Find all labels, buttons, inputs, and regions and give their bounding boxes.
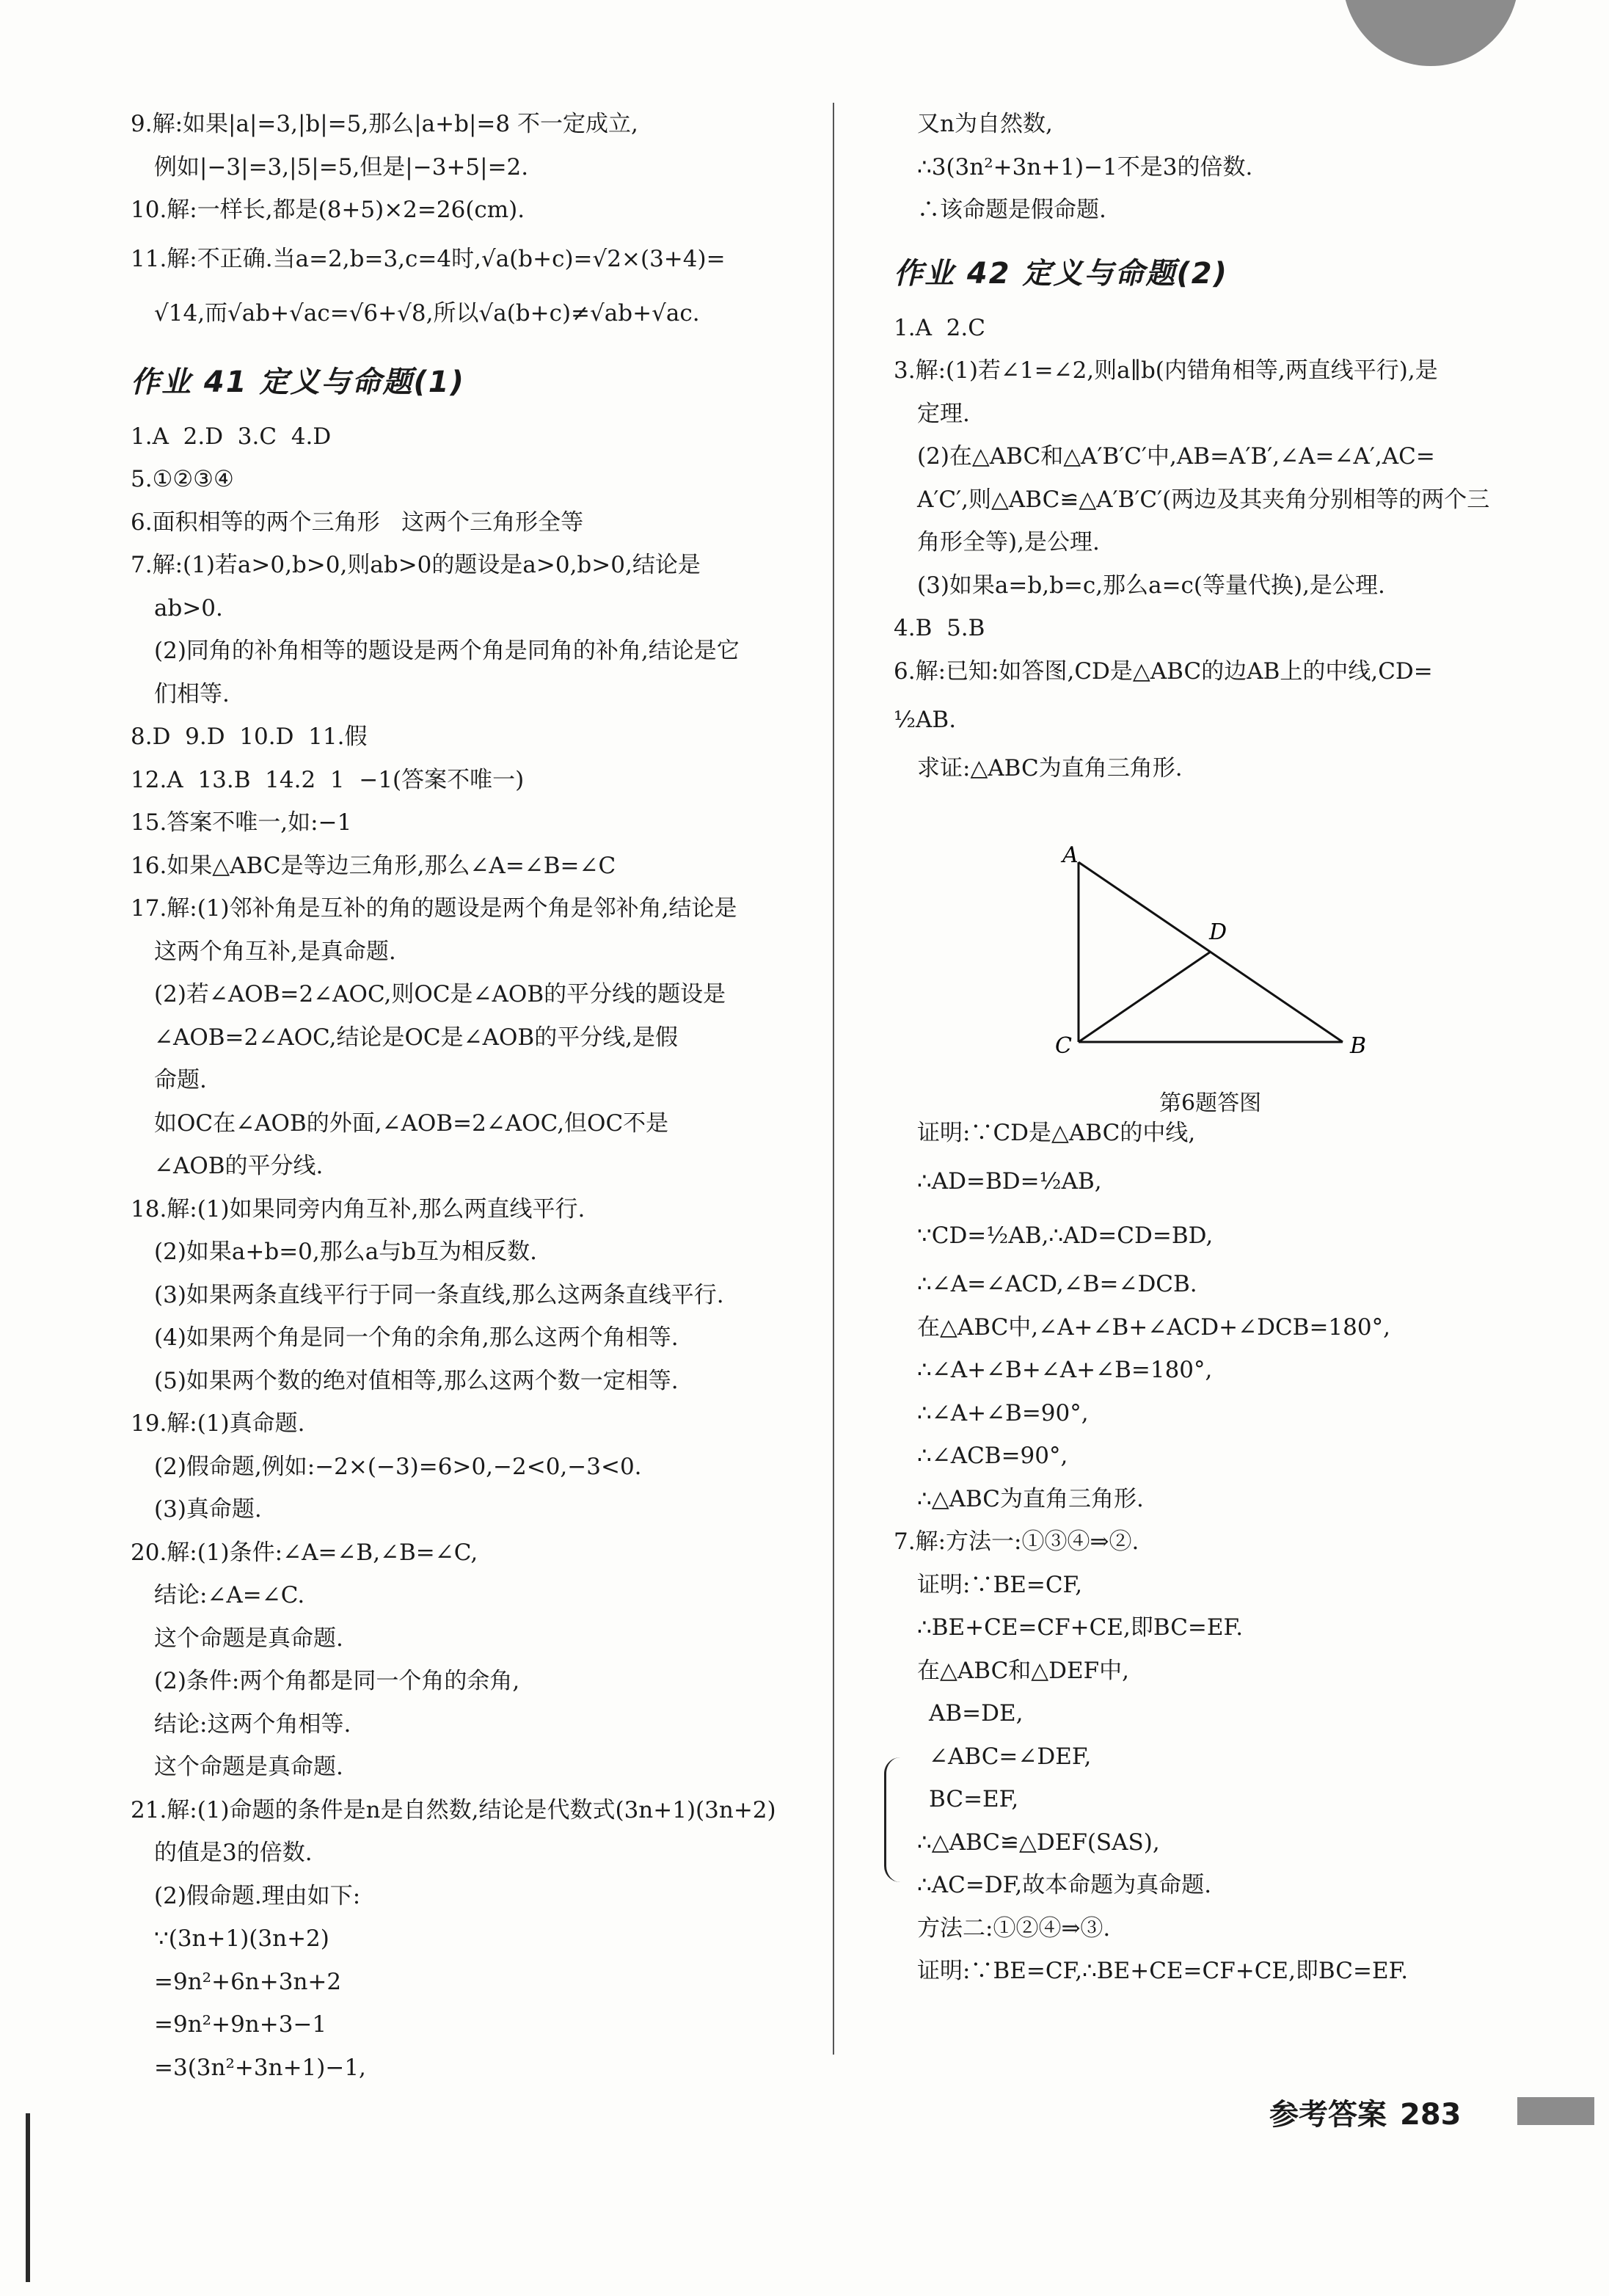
label-c: C (1055, 1033, 1072, 1059)
answer-line: (2)假命题,例如:−2×(−3)=6>0,−2<0,−3<0. (154, 1453, 642, 1480)
binding-edge (26, 2113, 30, 2282)
page-footer (1269, 2091, 1462, 2133)
answer-line: ∴△ABC为直角三角形. (917, 1485, 1144, 1512)
answer-line: (3)如果a=b,b=c,那么a=c(等量代换),是公理. (917, 572, 1385, 599)
page-number: 283 (1400, 2098, 1462, 2132)
answer-line: 5.①②③④ (131, 466, 234, 492)
label-b: B (1350, 1033, 1367, 1059)
answer-line: (3)如果两条直线平行于同一条直线,那么这两条直线平行. (154, 1281, 724, 1308)
column-divider (833, 103, 834, 2055)
label-d: D (1209, 919, 1227, 945)
answer-line: (2)同角的补角相等的题设是两个角是同角的补角,结论是它 (154, 638, 740, 664)
answer-line: √14,而√ab+√ac=√6+√8,所以√a(b+c)≠√ab+√ac. (154, 299, 700, 327)
answer-line: ∠AOB=2∠AOC,结论是OC是∠AOB的平分线,是假 (154, 1024, 679, 1051)
answer-line: (2)在△ABC和△A′B′C′中,AB=A′B′,∠A=∠A′,AC= (917, 443, 1435, 470)
answer-line: 在△ABC和△DEF中, (917, 1657, 1129, 1684)
answer-line: (2)如果a+b=0,那么a与b互为相反数. (154, 1239, 537, 1265)
answer-line: 例如|−3|=3,|5|=5,但是|−3+5|=2. (154, 153, 529, 181)
answer-line: 12.A 13.B 14.2 1 −1(答案不唯一) (131, 766, 525, 793)
answer-line: 在△ABC中,∠A+∠B+∠ACD+∠DCB=180°, (917, 1313, 1390, 1341)
answer-line: 这两个角互补,是真命题. (154, 938, 396, 965)
answer-line: 11.解:不正确.当a=2,b=3,c=4时,√a(b+c)=√2×(3+4)= (131, 245, 726, 272)
answer-line: 6.面积相等的两个三角形 这两个三角形全等 (131, 509, 584, 536)
answer-line: 7.解:(1)若a>0,b>0,则ab>0的题设是a>0,b>0,结论是 (131, 552, 701, 578)
answer-line: 7.解:方法一:①③④⇒②. (894, 1528, 1139, 1555)
answer-line: 10.解:一样长,都是(8+5)×2=26(cm). (131, 197, 525, 223)
answer-line: 9.解:如果|a|=3,|b|=5,那么|a+b|=8 不一定成立, (131, 111, 638, 137)
answer-line: ∴∠ACB=90°, (917, 1443, 1068, 1469)
answer-line: 方法二:①②④⇒③. (917, 1914, 1111, 1942)
answer-line: (2)条件:两个角都是同一个角的余角, (154, 1668, 520, 1694)
answer-line: 们相等. (154, 680, 230, 707)
answer-line: 求证:△ABC为直角三角形. (917, 755, 1183, 781)
answer-line: ∠ABC=∠DEF, (929, 1743, 1092, 1770)
answer-line: 又n为自然数, (917, 111, 1053, 137)
answer-line: ∴△ABC≌△DEF(SAS), (917, 1829, 1160, 1856)
answer-line: 角形全等),是公理. (917, 529, 1100, 555)
answer-line: 证明:∵BE=CF, (917, 1571, 1083, 1598)
triangle-figure (1042, 844, 1379, 1086)
section-heading-41: 作业 41 定义与命题(1) (131, 365, 465, 399)
answer-line: 结论:这两个角相等. (154, 1710, 351, 1738)
answer-line: (3)真命题. (154, 1496, 262, 1523)
answer-line: =9n²+9n+3−1 (154, 2011, 327, 2038)
answer-line: 8.D 9.D 10.D 11.假 (131, 724, 368, 750)
answer-line: ∴该命题是假命题. (917, 197, 1106, 223)
answer-line: 21.解:(1)命题的条件是n是自然数,结论是代数式(3n+1)(3n+2) (131, 1796, 776, 1823)
answer-line: 3.解:(1)若∠1=∠2,则a∥b(内错角相等,两直线平行),是 (894, 357, 1438, 384)
answer-line: 16.如果△ABC是等边三角形,那么∠A=∠B=∠C (131, 852, 616, 879)
answer-line: (4)如果两个角是同一个角的余角,那么这两个角相等. (154, 1324, 679, 1351)
label-a: A (1062, 844, 1079, 868)
answer-line: 的值是3的倍数. (154, 1840, 313, 1866)
answer-line: (5)如果两个数的绝对值相等,那么这两个数一定相等. (154, 1367, 679, 1394)
answer-line: ∴∠A+∠B=90°, (917, 1399, 1089, 1426)
answer-line: 4.B 5.B (894, 615, 985, 641)
figure-caption: 第6题答图 (1159, 1090, 1262, 1116)
answer-line: 18.解:(1)如果同旁内角互补,那么两直线平行. (131, 1195, 585, 1222)
answer-line: 如OC在∠AOB的外面,∠AOB=2∠AOC,但OC不是 (154, 1109, 669, 1137)
answer-line: (2)若∠AOB=2∠AOC,则OC是∠AOB的平分线的题设是 (154, 981, 726, 1007)
answer-line: 1.A 2.D 3.C 4.D (131, 423, 332, 450)
answer-line: ∵(3n+1)(3n+2) (154, 1925, 329, 1952)
answer-line: 证明:∵CD是△ABC的中线, (917, 1119, 1196, 1146)
answer-line: ab>0. (154, 594, 223, 622)
answer-line: ∴∠A+∠B+∠A+∠B=180°, (917, 1357, 1213, 1383)
answer-line: 15.答案不唯一,如:−1 (131, 809, 352, 836)
answer-line: 定理. (917, 400, 970, 427)
corner-decoration (1343, 0, 1519, 66)
answer-line: =3(3n²+3n+1)−1, (154, 2054, 366, 2081)
answer-line: =9n²+6n+3n+2 (154, 1968, 342, 1995)
answer-line: 这个命题是真命题. (154, 1754, 343, 1780)
answer-line: 19.解:(1)真命题. (131, 1410, 305, 1437)
left-column (131, 103, 813, 2089)
answer-line: ½AB. (894, 707, 957, 733)
footer-bar (1517, 2097, 1594, 2125)
answer-line: AB=DE, (929, 1700, 1024, 1727)
brace (884, 1757, 905, 1882)
answer-line: ∴3(3n²+3n+1)−1不是3的倍数. (917, 153, 1253, 181)
answer-line: ∴AD=BD=½AB, (917, 1168, 1102, 1195)
footer-label: 参考答案 (1269, 2098, 1387, 2132)
median-cd (1079, 952, 1211, 1042)
answer-line: ∴AC=DF,故本命题为真命题. (917, 1872, 1212, 1898)
answer-line: ∴BE+CE=CF+CE,即BC=EF. (917, 1614, 1244, 1641)
answer-line: 17.解:(1)邻补角是互补的角的题设是两个角是邻补角,结论是 (131, 895, 737, 922)
answer-line: 20.解:(1)条件:∠A=∠B,∠B=∠C, (131, 1539, 478, 1566)
answer-line: 结论:∠A=∠C. (154, 1582, 305, 1608)
answer-line: BC=EF, (929, 1786, 1019, 1812)
answer-line: ∴∠A=∠ACD,∠B=∠DCB. (917, 1271, 1197, 1297)
section-heading-42: 作业 42 定义与命题(2) (894, 256, 1228, 291)
answer-line: 这个命题是真命题. (154, 1625, 343, 1652)
answer-line: 证明:∵BE=CF,∴BE+CE=CF+CE,即BC=EF. (917, 1958, 1409, 1984)
answer-line: (2)假命题.理由如下: (154, 1882, 361, 1909)
answer-line: ∵CD=½AB,∴AD=CD=BD, (917, 1222, 1214, 1249)
answer-line: 6.解:已知:如答图,CD是△ABC的边AB上的中线,CD= (894, 657, 1433, 685)
answer-line: 1.A 2.C (894, 314, 985, 341)
answer-line: A′C′,则△ABC≌△A′B′C′(两边及其夹角分别相等的两个三 (917, 486, 1490, 513)
answer-line: ∠AOB的平分线. (154, 1153, 324, 1179)
answer-line: 命题. (154, 1067, 207, 1093)
